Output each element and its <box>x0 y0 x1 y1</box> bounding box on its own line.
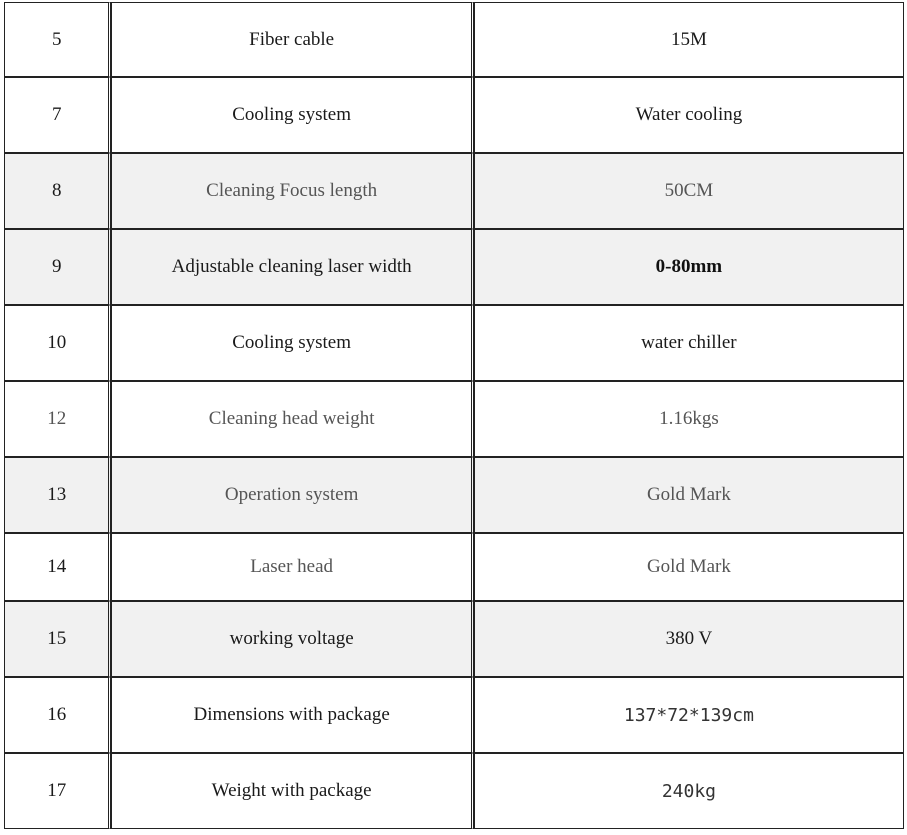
spec-name: Weight with package <box>111 753 473 829</box>
row-number: 12 <box>4 381 111 457</box>
spec-name: Fiber cable <box>111 2 473 77</box>
spec-value: 0-80mm <box>474 229 904 305</box>
spec-name: Cleaning head weight <box>111 381 473 457</box>
spec-value: Water cooling <box>474 77 904 153</box>
table-row <box>4 601 904 677</box>
spec-value: 1.16kgs <box>474 381 904 457</box>
table-row <box>4 229 904 305</box>
row-number: 17 <box>4 753 111 829</box>
spec-name: Cooling system <box>111 305 473 381</box>
spec-value: Gold Mark <box>474 533 904 601</box>
spec-value: 15M <box>474 2 904 77</box>
spec-table <box>4 2 904 829</box>
spec-name: working voltage <box>111 601 473 677</box>
table-row <box>4 153 904 229</box>
spec-value: Gold Mark <box>474 457 904 533</box>
row-number: 9 <box>4 229 111 305</box>
spec-value: 380 V <box>474 601 904 677</box>
row-number: 5 <box>4 2 111 77</box>
row-number: 13 <box>4 457 111 533</box>
spec-name: Adjustable cleaning laser width <box>111 229 473 305</box>
row-number: 15 <box>4 601 111 677</box>
row-number: 10 <box>4 305 111 381</box>
spec-value: 137*72*139cm <box>474 677 904 753</box>
table-row <box>4 381 904 457</box>
spec-name: Cleaning Focus length <box>111 153 473 229</box>
row-number: 8 <box>4 153 111 229</box>
table-row <box>4 533 904 601</box>
spec-name: Laser head <box>111 533 473 601</box>
table-row <box>4 77 904 153</box>
table-row <box>4 305 904 381</box>
row-number: 16 <box>4 677 111 753</box>
spec-value: 50CM <box>474 153 904 229</box>
spec-value: 240kg <box>474 753 904 829</box>
row-number: 14 <box>4 533 111 601</box>
spec-name: Operation system <box>111 457 473 533</box>
table-row <box>4 753 904 829</box>
spec-value: water chiller <box>474 305 904 381</box>
spec-name: Cooling system <box>111 77 473 153</box>
row-number: 7 <box>4 77 111 153</box>
table-row <box>4 2 904 77</box>
table-row <box>4 457 904 533</box>
spec-name: Dimensions with package <box>111 677 473 753</box>
table-row <box>4 677 904 753</box>
